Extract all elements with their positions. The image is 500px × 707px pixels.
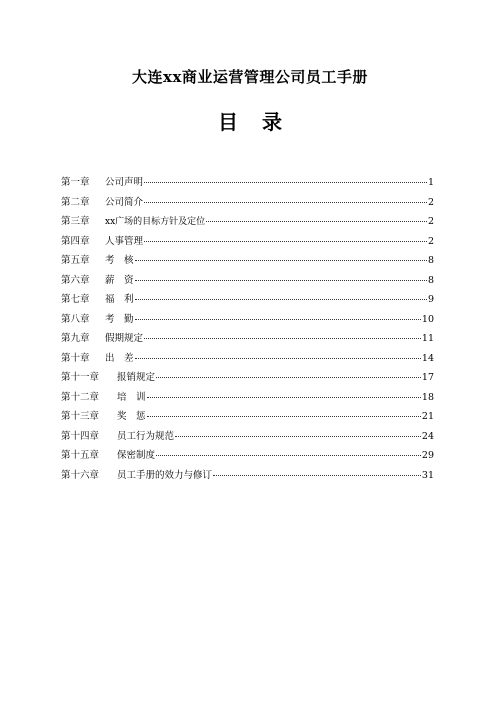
toc-entry-title: 保密制度	[117, 450, 156, 461]
toc-entry-title: 公司简介	[105, 196, 144, 208]
toc-entry[interactable]	[61, 447, 434, 467]
toc-dot-leader	[156, 377, 421, 378]
toc-dot-leader	[175, 436, 421, 437]
toc-entry[interactable]	[61, 291, 434, 311]
toc-entry-title: 薪 资	[105, 274, 134, 286]
toc-chapter-label: 第十章	[61, 352, 90, 364]
toc-entry[interactable]	[61, 272, 434, 292]
toc-page-number: 29	[421, 450, 434, 461]
toc-dot-leader	[156, 455, 421, 456]
toc-entry-title: 考 勤	[105, 313, 134, 325]
toc-entry-title: 员工行为规范	[117, 430, 175, 442]
toc-page-number: 14	[421, 352, 434, 364]
toc-chapter-label: 第十一章	[61, 372, 100, 383]
toc-entry-title: 出 差	[105, 352, 134, 364]
toc-page-number: 11	[421, 333, 434, 344]
toc-dot-leader	[144, 338, 421, 339]
toc-entry-title: 报销规定	[117, 372, 156, 383]
toc-dot-leader	[147, 416, 421, 417]
toc-page-number: 24	[421, 430, 434, 442]
toc-page-number: 2	[427, 235, 434, 247]
toc-chapter-label: 第十五章	[61, 450, 100, 461]
toc-entry[interactable]	[61, 408, 434, 428]
toc-page-number: 18	[421, 391, 434, 403]
toc-chapter-label: 第一章	[61, 177, 90, 188]
toc-heading	[0, 106, 500, 135]
toc-entry-title: 福 利	[105, 294, 134, 305]
toc-dot-leader	[144, 182, 427, 183]
toc-entry[interactable]	[61, 389, 434, 409]
toc-chapter-label: 第八章	[61, 313, 90, 325]
toc-entry-title: xx广场的目标方针及定位	[105, 217, 206, 227]
toc-dot-leader	[135, 280, 427, 281]
toc-entry[interactable]	[61, 213, 434, 233]
toc-chapter-label: 第六章	[61, 274, 90, 286]
toc-entry-title: 奖 惩	[117, 411, 146, 422]
toc-dot-leader	[213, 475, 421, 476]
toc-entry[interactable]	[61, 174, 434, 194]
toc-dot-leader	[135, 260, 427, 261]
toc-entry[interactable]	[61, 428, 434, 448]
toc-dot-leader	[135, 299, 427, 300]
toc-entry[interactable]	[61, 350, 434, 370]
toc-dot-leader	[135, 319, 421, 320]
toc-page-number: 2	[427, 216, 434, 227]
toc-chapter-label: 第四章	[61, 235, 90, 247]
toc-entry-title: 人事管理	[105, 235, 144, 247]
table-of-contents	[61, 174, 434, 486]
toc-chapter-label: 第三章	[61, 216, 90, 227]
toc-chapter-label: 第二章	[61, 196, 90, 208]
toc-page-number: 17	[421, 372, 434, 383]
toc-chapter-label: 第十六章	[61, 469, 100, 481]
toc-page-number: 21	[421, 411, 434, 422]
toc-entry-title: 假期规定	[105, 333, 144, 344]
toc-dot-leader	[147, 397, 421, 398]
toc-entry[interactable]	[61, 330, 434, 350]
toc-heading-char: 录	[262, 110, 282, 134]
toc-page-number: 31	[421, 469, 434, 481]
toc-entry[interactable]	[61, 467, 434, 487]
toc-entry[interactable]	[61, 369, 434, 389]
toc-entry[interactable]	[61, 311, 434, 331]
toc-page-number: 10	[421, 313, 434, 325]
toc-page-number: 9	[427, 294, 434, 305]
toc-entry-title: 员工手册的效力与修订	[117, 469, 213, 481]
toc-dot-leader	[206, 221, 427, 222]
toc-page-number: 2	[427, 196, 434, 208]
toc-chapter-label: 第七章	[61, 294, 90, 305]
toc-chapter-label: 第十三章	[61, 411, 100, 422]
toc-page-number: 8	[427, 274, 434, 286]
toc-chapter-label: 第十二章	[61, 391, 100, 403]
document-title: 大连xx商业运营管理公司员工手册	[132, 68, 368, 86]
toc-heading-char: 目	[218, 110, 238, 134]
toc-dot-leader	[135, 358, 421, 359]
toc-entry-title: 培 训	[117, 391, 146, 403]
toc-chapter-label: 第十四章	[61, 430, 100, 442]
toc-dot-leader	[144, 202, 427, 203]
toc-chapter-label: 第五章	[61, 255, 90, 266]
toc-entry[interactable]	[61, 194, 434, 214]
toc-page-number: 1	[427, 177, 434, 188]
toc-entry[interactable]	[61, 252, 434, 272]
toc-entry-title: 考 核	[105, 255, 134, 266]
toc-page-number: 8	[427, 255, 434, 266]
toc-entry[interactable]	[61, 233, 434, 253]
toc-dot-leader	[144, 241, 427, 242]
toc-entry-title: 公司声明	[105, 177, 144, 188]
toc-chapter-label: 第九章	[61, 333, 90, 344]
